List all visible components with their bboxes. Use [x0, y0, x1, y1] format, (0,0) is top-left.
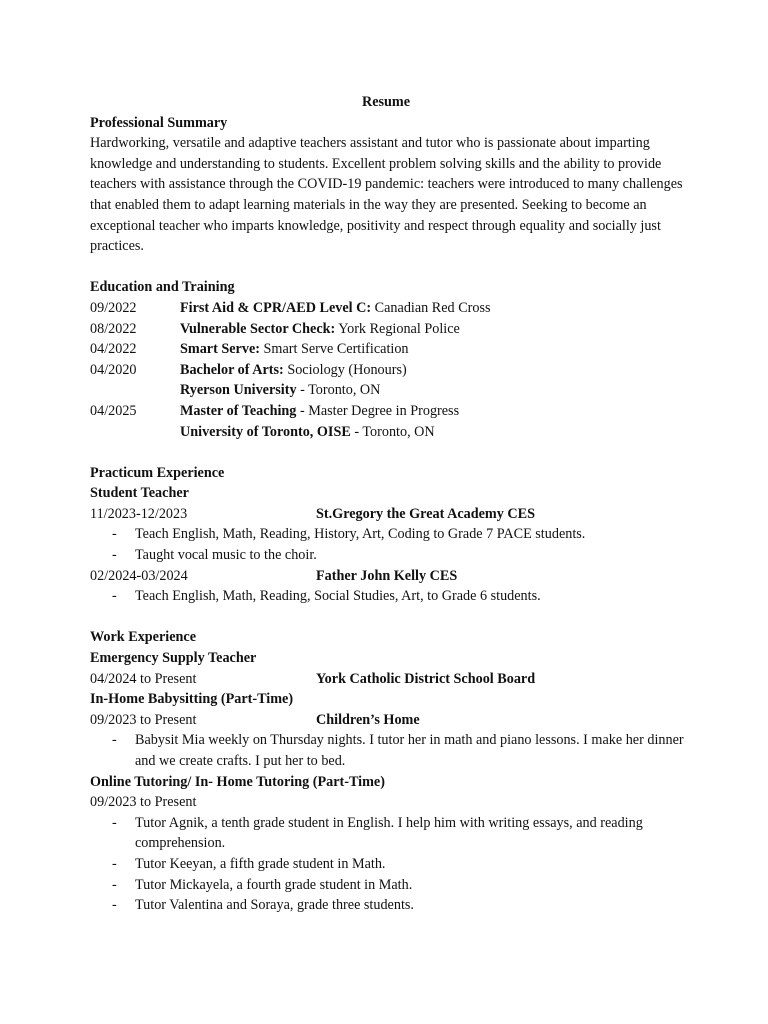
bullet-marker: -: [112, 547, 117, 564]
education-detail: - Toronto, ON: [350, 423, 435, 440]
bullet-marker: -: [112, 897, 117, 914]
list-item: [90, 813, 690, 854]
education-date: 04/2020: [90, 361, 137, 378]
placement-dates: 11/2023-12/2023: [90, 505, 188, 522]
education-detail: Sociology (Honours): [283, 361, 407, 378]
summary-text: Hardworking, versatile and adaptive teachers assistant and tutor who is passionate about imparting knowledge and understanding to students. Excellent problem solving skills and the ability to provide teachers with assistance through the COVID-19 pandemic: teachers were introduced to many challenges that enabled them to adapt learning materials in the way they are presented. Seeking to become an exceptional teacher who imparts knowledge, positivity and respect through equality and socially just practices.: [90, 135, 683, 255]
placement-school: Father John Kelly CES: [316, 567, 458, 584]
list-item-text: Tutor Valentina and Soraya, grade three students.: [135, 897, 414, 914]
placement-dates: 02/2024-03/2024: [90, 567, 188, 584]
education-date: 08/2022: [90, 320, 137, 337]
placement-bullets: [90, 586, 690, 607]
job-bullets: [90, 730, 690, 771]
placement-row: [90, 504, 690, 525]
list-item: [90, 895, 690, 916]
list-item: [90, 524, 690, 545]
education-name: First Aid & CPR/AED Level C:: [180, 299, 372, 316]
education-row: [90, 422, 690, 443]
job-row: [90, 710, 690, 731]
job-title: Online Tutoring/ In- Home Tutoring (Part-Time): [90, 773, 385, 790]
placement-bullets: [90, 524, 690, 565]
resume-content: [90, 92, 690, 916]
job-row: [90, 669, 690, 690]
list-item: [90, 730, 690, 771]
education-detail: - Toronto, ON: [296, 382, 381, 399]
job-title: In-Home Babysitting (Part-Time): [90, 691, 294, 708]
work-heading: Work Experience: [90, 629, 196, 646]
list-item: [90, 586, 690, 607]
list-item: [90, 545, 690, 566]
list-item-text: Taught vocal music to the choir.: [135, 547, 317, 564]
placement-row: [90, 566, 690, 587]
education-detail: - Master Degree in Progress: [296, 402, 460, 419]
education-row: [90, 401, 690, 422]
spacer: [90, 257, 690, 278]
job-dates: 09/2023 to Present: [90, 794, 197, 811]
job-dates: 04/2024 to Present: [90, 670, 197, 687]
education-row: [90, 360, 690, 381]
education-date: 04/2025: [90, 402, 137, 419]
job-row: [90, 792, 690, 813]
education-date: 04/2022: [90, 341, 137, 358]
list-item-text: Babysit Mia weekly on Thursday nights. I tutor her in math and piano lessons. I make her dinner and we create crafts. I put her to bed.: [135, 732, 684, 769]
list-item-text: Tutor Keeyan, a fifth grade student in Math.: [135, 855, 386, 872]
spacer: [90, 607, 690, 628]
bullet-marker: -: [112, 526, 117, 543]
education-name: Smart Serve:: [180, 341, 260, 358]
bullet-marker: -: [112, 732, 117, 749]
education-name: Ryerson University: [180, 382, 297, 399]
spacer: [90, 442, 690, 463]
list-item-text: Tutor Mickayela, a fourth grade student in Math.: [135, 876, 413, 893]
job-title: Emergency Supply Teacher: [90, 650, 257, 667]
education-date: 09/2022: [90, 299, 137, 316]
education-date: [90, 422, 180, 443]
education-row: [90, 339, 690, 360]
job-dates: 09/2023 to Present: [90, 711, 197, 728]
education-detail: York Regional Police: [335, 320, 460, 337]
education-heading: Education and Training: [90, 279, 235, 296]
education-row: [90, 319, 690, 340]
bullet-marker: -: [112, 588, 117, 605]
list-item-text: Teach English, Math, Reading, History, Art, Coding to Grade 7 PACE students.: [135, 526, 586, 543]
practicum-role: Student Teacher: [90, 485, 189, 502]
job-place: Children’s Home: [316, 711, 420, 728]
education-detail: Canadian Red Cross: [371, 299, 491, 316]
job-bullets: [90, 813, 690, 916]
education-date: [90, 380, 180, 401]
education-name: University of Toronto, OISE: [180, 423, 351, 440]
bullet-marker: -: [112, 876, 117, 893]
list-item: [90, 875, 690, 896]
list-item-text: Tutor Agnik, a tenth grade student in English. I help him with writing essays, and reading comprehension.: [135, 814, 643, 852]
job-place: York Catholic District School Board: [316, 670, 536, 687]
education-detail: Smart Serve Certification: [259, 341, 409, 358]
list-item: [90, 854, 690, 875]
education-row: [90, 380, 690, 401]
list-item-text: Teach English, Math, Reading, Social Studies, Art, to Grade 6 students.: [135, 588, 541, 605]
document-title: Resume: [361, 94, 411, 110]
bullet-marker: -: [112, 814, 117, 831]
practicum-heading: Practicum Experience: [90, 464, 225, 481]
education-row: [90, 298, 690, 319]
placement-school: St.Gregory the Great Academy CES: [316, 505, 535, 522]
education-name: Bachelor of Arts:: [180, 361, 284, 378]
education-name: Master of Teaching: [180, 402, 297, 419]
summary-heading: Professional Summary: [90, 114, 228, 131]
education-list: [90, 298, 690, 442]
education-name: Vulnerable Sector Check:: [180, 320, 336, 337]
bullet-marker: -: [112, 855, 117, 872]
